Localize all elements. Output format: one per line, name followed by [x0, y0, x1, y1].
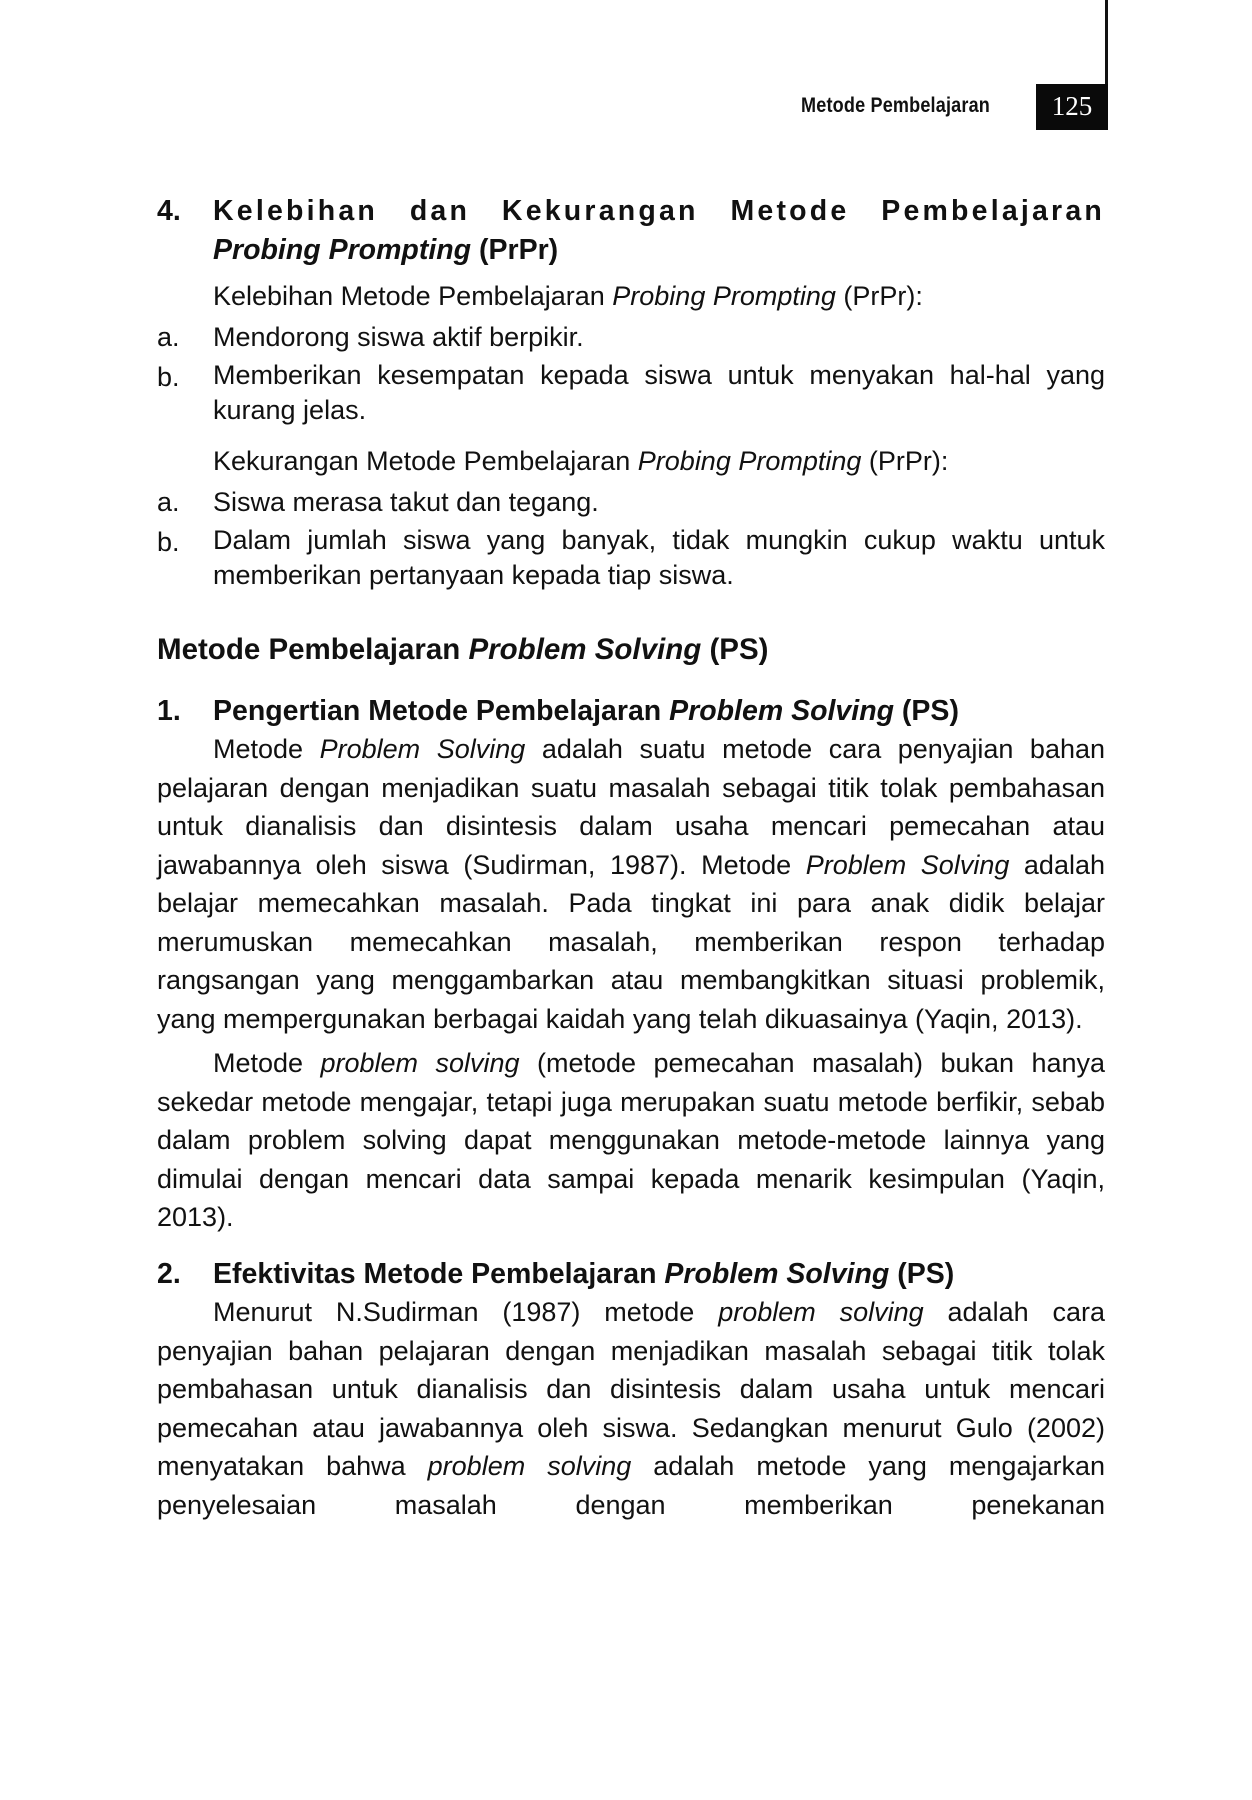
heading-line-2: Probing Prompting (PrPr)	[213, 233, 559, 266]
list-item-text: Siswa merasa takut dan tegang.	[213, 486, 599, 517]
list-item-text: Memberikan kesempatan kepada siswa untuk menyakan hal-hal yang kurang jelas.	[213, 360, 1105, 425]
advantages-intro: Kelebihan Metode Pembelajaran Probing Prompting (PrPr):	[213, 281, 923, 311]
section-title-problem-solving: Metode Pembelajaran Problem Solving (PS)	[157, 633, 769, 666]
running-head: Metode Pembelajaran	[801, 94, 990, 117]
page-body	[157, 192, 1105, 1524]
disadvantage-item	[157, 483, 1105, 522]
paragraph: Menurut N.Sudirman (1987) metode problem solving adalah cara penyajian bahan pelajaran dengan menjadikan masalah sebagai titik tolak pembahasan untuk dianalisis dan disintesis dalam usaha untuk mencari pemecahan atau jawabannya oleh siswa. Sedangkan menurut Gulo (2002) menyatakan bahwa problem solving adalah metode yang mengajarkan penyelesaian masalah dengan memberikan penekanan	[157, 1297, 1106, 1520]
heading-line-1: Kelebihan dan Kekurangan Metode Pembelajaran	[213, 195, 1105, 227]
paragraph: Metode Problem Solving adalah suatu metode cara penyajian bahan pelajaran dengan menjadikan suatu masalah sebagai titik tolak pembahasan untuk dianalisis dan disintesis dalam usaha mencari pemecahan atau jawabannya oleh siswa (Sudirman, 1987). Metode Problem Solving adalah belajar memecahkan masalah. Pada tingkat ini para anak didik belajar merumuskan memecahkan masalah, memberikan respon terhadap rangsangan yang menggambarkan atau membangkitkan situasi problemik, yang mempergunakan berbagai kaidah yang telah dikuasainya (Yaqin, 2013).	[157, 734, 1106, 1034]
page-number: 125	[1036, 84, 1108, 130]
list-item-text: Dalam jumlah siswa yang banyak, tidak mungkin cukup waktu untuk memberikan pertanyaan kepada tiap siswa.	[213, 525, 1105, 590]
list-marker: b.	[157, 362, 180, 392]
list-marker: b.	[157, 527, 180, 557]
section-4-heading	[157, 192, 1105, 269]
advantage-item	[157, 358, 1105, 428]
list-marker: a.	[157, 486, 180, 517]
list-marker: a.	[157, 321, 180, 352]
disadvantage-item	[157, 523, 1105, 593]
list-item-text: Mendorong siswa aktif berpikir.	[213, 321, 584, 352]
paragraph: Metode problem solving (metode pemecahan masalah) bukan hanya sekedar metode mengajar, tetapi juga merupakan suatu metode berfikir, sebab dalam problem solving dapat menggunakan metode-metode lainnya yang dimulai dengan mencari data sampai kepada menarik kesimpulan (Yaqin, 2013).	[157, 1048, 1106, 1232]
subsection-1-heading: 1. Pengertian Metode Pembelajaran Problem Solving (PS)	[157, 694, 959, 727]
subsection-2-heading: 2. Efektivitas Metode Pembelajaran Problem Solving (PS)	[157, 1257, 955, 1290]
advantage-item	[157, 318, 1105, 357]
heading-number: 4.	[157, 195, 181, 227]
header-vertical-rule	[1105, 0, 1108, 90]
disadvantages-intro: Kekurangan Metode Pembelajaran Probing Prompting (PrPr):	[213, 446, 949, 476]
